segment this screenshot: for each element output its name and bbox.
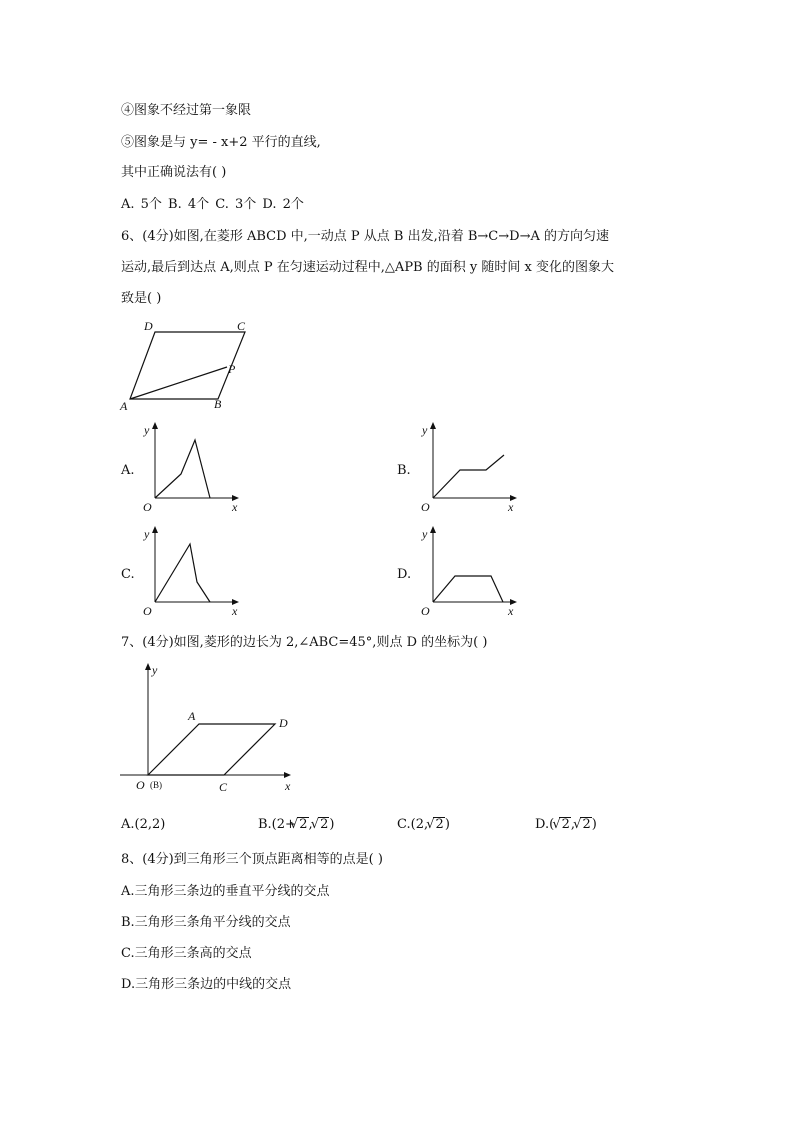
label-b: B: [214, 397, 222, 411]
q6-stem-line-2: 运动,最后到达点 A,则点 P 在匀速运动过程中,△APB 的面积 y 随时间 x 变化的图象大: [121, 260, 614, 275]
axis-x-label: x: [285, 779, 291, 793]
opt-b-suffix: ): [329, 817, 335, 832]
sqrt-2: √ 2: [580, 817, 592, 831]
label-b: (B): [150, 780, 162, 790]
graph-option-b: [418, 420, 528, 515]
y-arrow: [152, 526, 158, 533]
opt-c-suffix: ): [444, 817, 450, 832]
graph-option-a: [140, 420, 250, 515]
graph-line-b: [433, 455, 504, 498]
graph-option-d: [418, 524, 528, 619]
y-arrow: [430, 526, 436, 533]
label-p: P: [228, 362, 236, 376]
y-arrow: [152, 422, 158, 429]
label-c: C: [219, 780, 228, 794]
graph-line-c: [155, 544, 210, 602]
opt-c-prefix: C.(2,: [397, 817, 429, 832]
axis-y-label: y: [144, 423, 150, 437]
q8-option-c: C.三角形三条高的交点: [121, 946, 252, 961]
sqrt-2: √ 2: [318, 817, 330, 831]
graph-option-a-label: A.: [121, 463, 135, 478]
origin-label: O: [143, 604, 152, 618]
q8-option-b: B.三角形三条角平分线的交点: [121, 915, 291, 930]
opt-d-suffix: ): [591, 817, 597, 832]
graph-option-d-label: D.: [397, 567, 412, 582]
q8-stem: 8、(4分)到三角形三个顶点距离相等的点是( ): [121, 852, 383, 867]
axis-x-label: x: [232, 500, 238, 514]
q7-option-d: [535, 817, 597, 833]
axis-x-label: x: [508, 604, 514, 618]
rhombus: [148, 724, 275, 775]
q8-option-d: D.三角形三条边的中线的交点: [121, 977, 292, 992]
q8-option-a: A.三角形三条边的垂直平分线的交点: [121, 884, 330, 899]
graph-option-c: [140, 524, 250, 619]
graph-line-d: [433, 576, 503, 602]
graph-option-c-label: C.: [121, 567, 135, 582]
label-o: O: [136, 778, 145, 792]
origin-label: O: [421, 500, 430, 514]
label-a: A: [188, 709, 196, 723]
q6-stem-line-1: 6、(4分)如图,在菱形 ABCD 中,一动点 P 从点 B 出发,沿着 B→C→D→A 的方向匀速: [121, 229, 609, 244]
axis-y-label: y: [422, 527, 428, 541]
q7-rhombus-figure: [115, 660, 300, 795]
label-c: C: [237, 319, 246, 333]
sqrt-1: √ 2: [559, 817, 571, 831]
axis-x-label: x: [508, 500, 514, 514]
sqrt-1: √ 2: [297, 817, 309, 831]
q5-options: A. 5个 B. 4个 C. 3个 D. 2个: [121, 197, 304, 212]
q7-option-a: A.(2,2): [121, 817, 166, 832]
graph-line-a: [155, 440, 210, 498]
axis-y-label: y: [152, 663, 158, 677]
origin-label: O: [143, 500, 152, 514]
y-arrow: [430, 422, 436, 429]
q5-prompt: 其中正确说法有( ): [121, 165, 227, 180]
segment-ap: [130, 367, 227, 399]
y-arrow: [145, 663, 151, 670]
q7-stem: 7、(4分)如图,菱形的边长为 2,∠ABC=45°,则点 D 的坐标为( ): [121, 635, 488, 650]
graph-option-b-label: B.: [397, 463, 411, 478]
axis-y-label: y: [422, 423, 428, 437]
axis-y-label: y: [144, 527, 150, 541]
q6-stem-line-3: 致是( ): [121, 291, 162, 306]
x-arrow: [284, 772, 291, 778]
q6-rhombus-figure: [110, 315, 260, 415]
opt-b-prefix: B.(2+: [258, 817, 296, 832]
statement-4: ④图象不经过第一象限: [121, 103, 252, 118]
label-a: A: [120, 399, 128, 413]
label-d: D: [279, 716, 288, 730]
sqrt-1: √ 2: [433, 817, 445, 831]
axis-x-label: x: [232, 604, 238, 618]
origin-label: O: [421, 604, 430, 618]
opt-d-sep: ,: [570, 817, 576, 832]
opt-b-sep: ,: [308, 817, 313, 832]
label-d: D: [144, 319, 153, 333]
q7-option-c: [397, 817, 450, 833]
statement-5: ⑤图象是与 y= - x+2 平行的直线,: [121, 135, 321, 150]
q7-option-b: [258, 817, 334, 833]
opt-d-prefix: D.(: [535, 817, 555, 832]
